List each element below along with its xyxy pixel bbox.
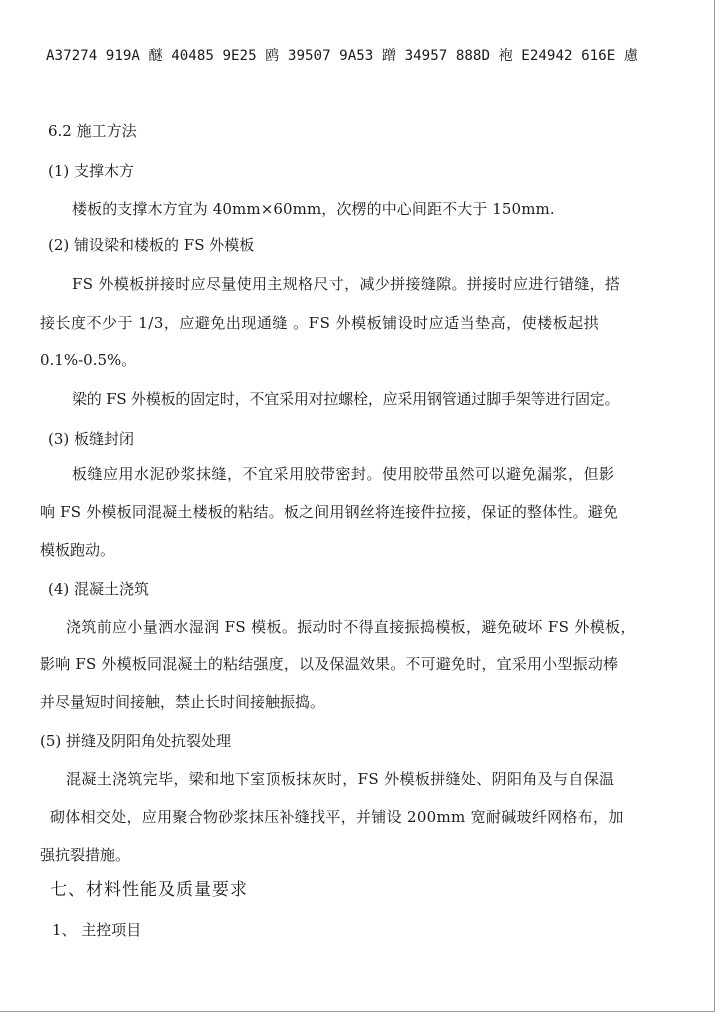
item-2-paragraph-2: 梁的 FS 外模板的固定时，不宜采用对拉螺栓，应采用钢管通过脚手架等进行固定。 (72, 390, 620, 408)
item-3-paragraph-line: 响 FS 外模板同混凝土楼板的粘结。板之间用钢丝将连接件拉接，保证的整体性。避免 (40, 503, 619, 521)
section-6-2-title: 6.2 施工方法 (48, 122, 137, 140)
item-3-paragraph-line: 模板跑动。 (40, 541, 116, 559)
item-4-paragraph-line: 浇筑前应小量洒水湿润 FS 模板。振动时不得直接振捣模板，避免破坏 FS 外模板， (66, 618, 636, 636)
item-2-paragraph-line: FS 外模板拼接时应尽量使用主规格尺寸，减少拼接缝隙。拼接时应进行错缝，搭 (72, 275, 621, 293)
item-1-text: 楼板的支撑木方宜为 40mm×60mm，次楞的中心间距不大于 150mm. (72, 200, 555, 218)
item-1-title: (1) 支撑木方 (48, 162, 135, 180)
item-3-title: (3) 板缝封闭 (48, 430, 135, 448)
chapter-7-subheading: 1、 主控项目 (52, 921, 142, 939)
item-2-paragraph-line: 接长度不少于 1/3，应避免出现通缝 。FS 外模板铺设时应适当垫高，使楼板起拱 (40, 314, 600, 332)
item-4-paragraph-line: 并尽量短时间接触，禁止长时间接触振捣。 (40, 693, 326, 711)
item-2-paragraph-line: 0.1%-0.5%。 (40, 351, 137, 369)
item-4-title: (4) 混凝土浇筑 (48, 580, 150, 598)
item-5-paragraph-line: 强抗裂措施。 (40, 846, 131, 864)
item-3-paragraph-line: 板缝应用水泥砂浆抹缝，不宜采用胶带密封。使用胶带虽然可以避免漏浆，但影 (72, 465, 615, 483)
item-5-paragraph-line: 混凝土浇筑完毕，梁和地下室顶板抹灰时，FS 外模板拼缝处、阴阳角及与自保温 (66, 770, 615, 788)
item-2-title: (2) 铺设梁和楼板的 FS 外模板 (48, 236, 255, 254)
item-5-title: (5) 拼缝及阴阳角处抗裂处理 (40, 732, 232, 750)
garbled-code-line: A37274 919A 醚 40485 9E25 鸥 39507 9A53 蹭 34957 888D 袍 E24942 616E 慮 (46, 48, 638, 64)
item-4-paragraph-line: 影响 FS 外模板同混凝土的粘结强度，以及保温效果。不可避免时，宜采用小型振动棒 (40, 655, 619, 673)
item-5-paragraph-line: 砌体相交处，应用聚合物砂浆抹压补缝找平，并铺设 200mm 宽耐碱玻纤网格布，加 (50, 808, 624, 826)
chapter-7-title: 七、材料性能及质量要求 (50, 880, 248, 900)
